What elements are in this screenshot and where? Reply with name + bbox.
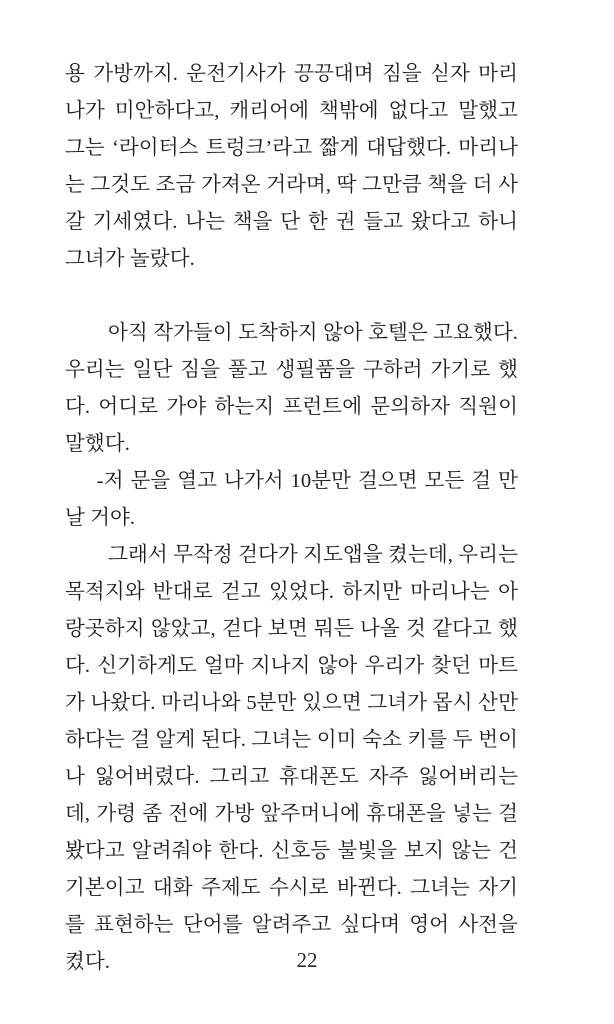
paragraph-hotel-quiet: 아직 작가들이 도착하지 않아 호텔은 고요했다. 우리는 일단 짐을 풀고 생필품을 구하러 가기로 했다. 어디로 가야 하는지 프런트에 문의하자 직원이 말했다. xyxy=(65,322,518,455)
paragraph-walking-map: 그래서 무작정 걷다가 지도앱을 켰는데, 우리는 목적지와 반대로 걷고 있었다. 하지만 마리나는 아랑곳하지 않았고, 걷다 보면 뭐든 나올 것 같다고 했다. 신기하게도 얼마 지나지 않아 우리가 찾던 마트가 나왔다. 마리나와 5분만 있으면 그녀가 몹시 산만하다는 걸 알게 된다. 그녀는 이미 숙소 키를 두 번이나 잃어버렸다. 그리고 휴대폰도 자주 잃어버리는데, 가령 좀 전에 가방 앞주머니에 휴대폰을 넣는 걸 봤다고 알려줘야 한다. 신호등 불빛을 보지 않는 건 기본이고 대화 주제도 수시로 바뀐다. 그녀는 자기를 표현하는 단어를 알려주고 싶다며 영어 사전을 켰다. xyxy=(65,544,518,973)
paragraph-spacer xyxy=(65,278,518,315)
paragraph-dialogue-staff: -저 문을 열고 나가서 10분만 걸으면 모든 걸 만날 거야. xyxy=(65,470,518,529)
body-text-block xyxy=(65,56,518,981)
page-number: 22 xyxy=(296,948,318,972)
paragraph-continuation: 용 가방까지. 운전기사가 끙끙대며 짐을 싣자 마리나가 미안하다고, 캐리어에 책밖에 없다고 말했고 그는 ‘라이터스 트렁크’라고 짧게 대답했다. 마리나는 그것도 조금 가져온 거라며, 딱 그만큼 책을 더 사갈 기세였다. 나는 책을 단 한 권 들고 왔다고 하니 그녀가 놀랐다. xyxy=(65,63,518,270)
